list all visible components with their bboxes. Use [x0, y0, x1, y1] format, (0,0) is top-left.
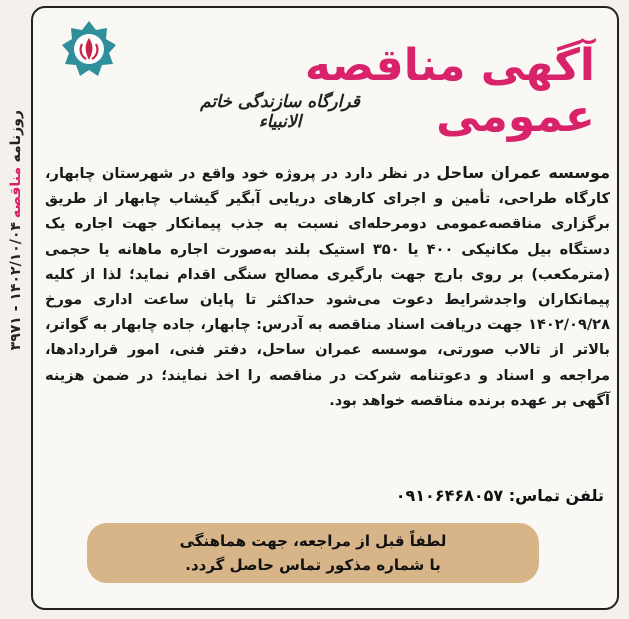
side-strip	[4, 110, 28, 540]
body-text: در نظر دارد در پروژه خود واقع در شهرستان چابهار، کارگاه طراحی، تأمین و اجرای کارهای دریایی آبگیر گیشاب چابهار از طریق برگزاری مناقصه‌عمومی دومرحله‌ای نسبت به جذب پیمانکار جهت اجاره یک دستگاه بیل مکانیکی ۴۰۰ یا ۳۵۰ استیک بلند به‌صورت اجاره ماهانه یا حجمی (مترمکعب) بر روی بارج جهت بارگیری مصالح سنگی اقدام نماید؛ لذا از کلیه پیمانکاران واجدشرایط دعوت می‌شود حداکثر تا پایان ساعت اداری مورخ ۱۴۰۲/۰۹/۲۸ جهت دریافت اسناد مناقصه به آدرس: چابهار، جاده چابهار به گواتر، بالاتر از تالاب صورتی، موسسه عمران ساحل، دفتر فنی، امور قراردادها، مراجعه و اسناد و دعوتنامه شرکت در مناقصه را اخذ نمایند؛ در ضمن هزینه آگهی بر عهده برنده مناقصه خواهد بود.	[45, 165, 610, 409]
notice-line-2: با شماره مذکور تماس حاصل گردد.	[185, 556, 441, 574]
company-name: موسسه عمران ساحل	[436, 163, 610, 182]
newspaper-name: روزنامه	[8, 110, 24, 163]
sponsor-logo-text: قرارگاه سازندگی خاتم الانبیاء	[200, 92, 360, 132]
newspaper-brand: مناقصه	[8, 166, 24, 218]
contact-phone[interactable]: ۰۹۱۰۶۴۶۸۰۵۷	[395, 486, 504, 505]
issue-date: ۳۹۷۱ - ۱۴۰۲/۱۰/۰۴	[8, 221, 24, 350]
contact-label: تلفن تماس:	[508, 486, 604, 505]
coordination-notice	[87, 523, 539, 583]
contact-line	[210, 486, 604, 505]
notice-line-1: لطفاً قبل از مراجعه، جهت هماهنگی	[179, 532, 447, 550]
ad-body	[45, 160, 610, 413]
iran-emblem-icon	[60, 20, 118, 78]
ad-title: آگهی مناقصه عمومی	[304, 40, 595, 142]
